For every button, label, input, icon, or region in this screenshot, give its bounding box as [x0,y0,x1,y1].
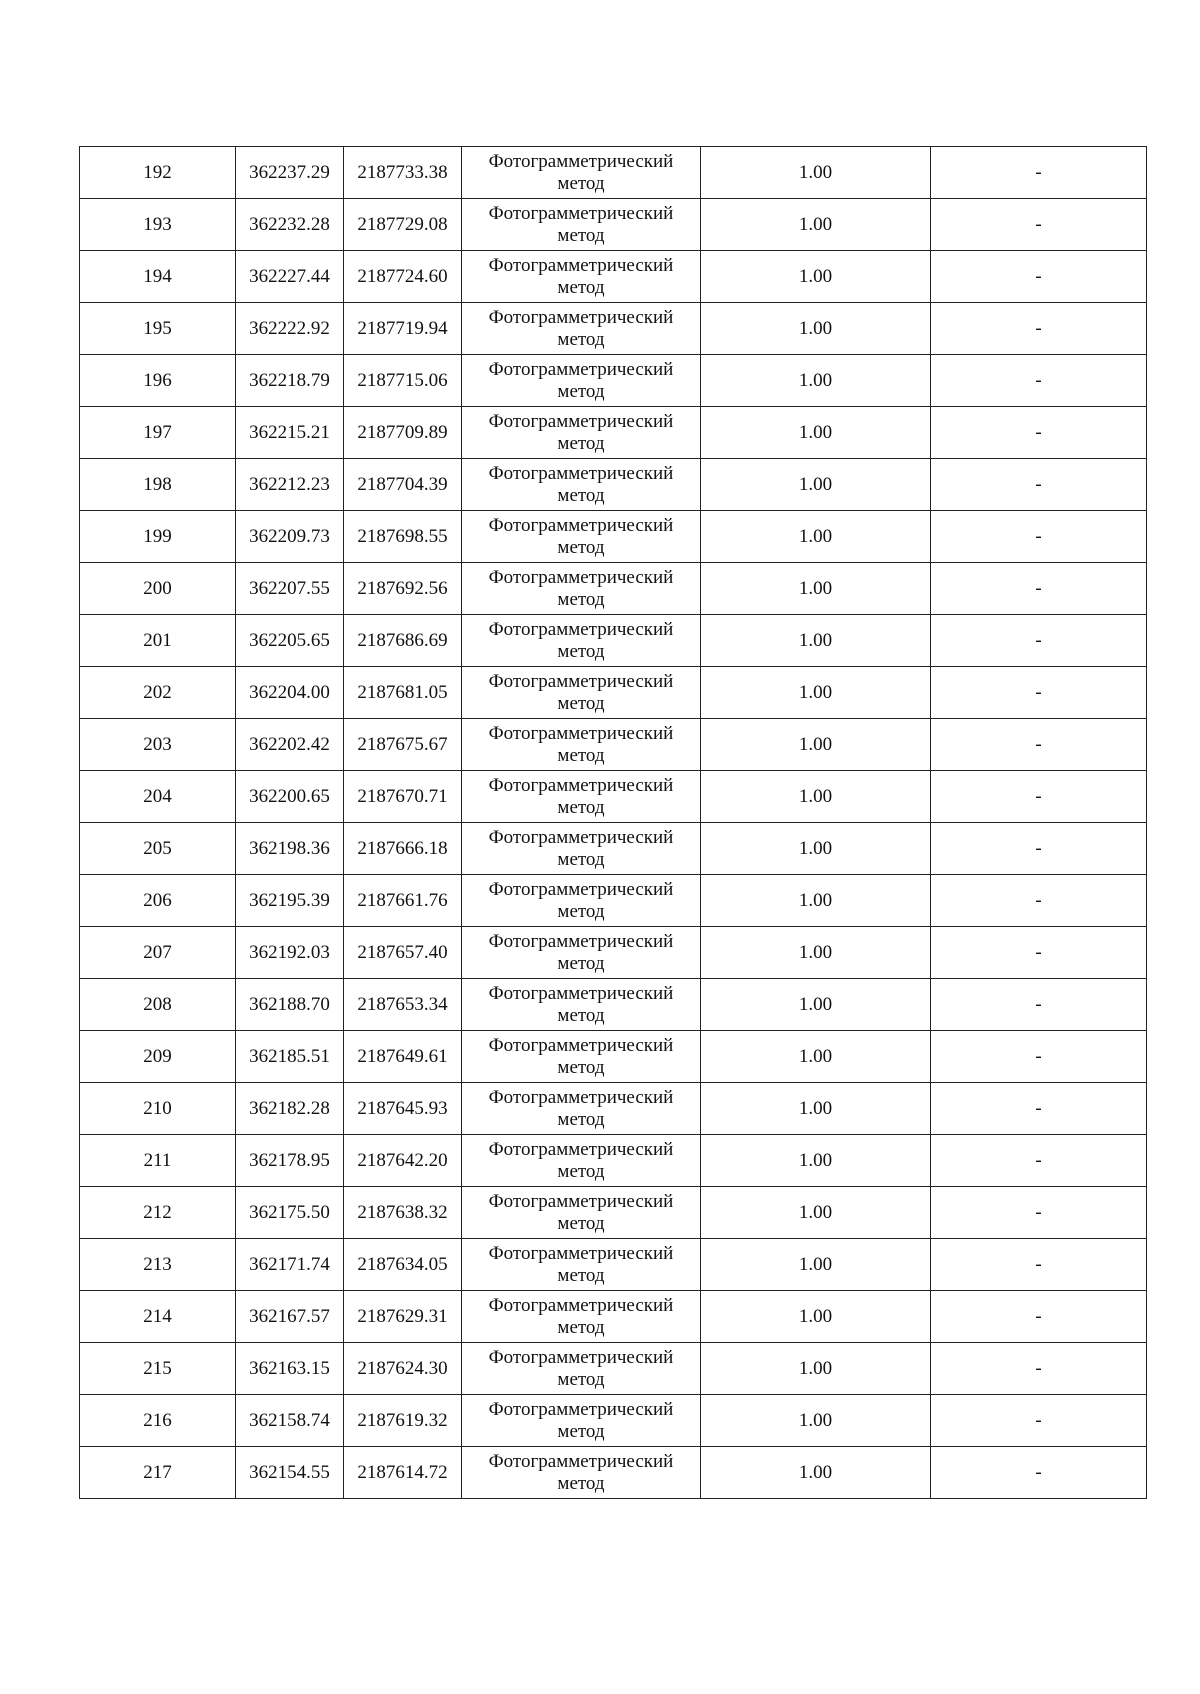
method-line-1: Фотограмметрический [488,930,674,952]
y-coordinate-cell: 2187629.31 [344,1291,462,1343]
note-cell: - [931,355,1147,407]
method-line-2: метод [557,1212,605,1234]
x-coordinate-cell: 362195.39 [236,875,344,927]
point-number-cell: 205 [80,823,236,875]
method-cell [462,927,701,979]
table-row [80,407,1147,459]
table-row [80,875,1147,927]
table-row [80,147,1147,199]
accuracy-cell: 1.00 [701,1031,931,1083]
x-coordinate-cell: 362207.55 [236,563,344,615]
note-cell: - [931,1135,1147,1187]
method-line-1: Фотограмметрический [488,410,674,432]
accuracy-cell: 1.00 [701,667,931,719]
method-line-2: метод [557,1472,605,1494]
accuracy-cell: 1.00 [701,719,931,771]
y-coordinate-cell: 2187614.72 [344,1447,462,1499]
y-coordinate-cell: 2187642.20 [344,1135,462,1187]
accuracy-cell: 1.00 [701,1447,931,1499]
method-cell [462,563,701,615]
method-cell [462,303,701,355]
point-number-cell: 210 [80,1083,236,1135]
x-coordinate-cell: 362205.65 [236,615,344,667]
table-row [80,927,1147,979]
accuracy-cell: 1.00 [701,355,931,407]
method-cell [462,407,701,459]
method-cell [462,1239,701,1291]
method-line-1: Фотограмметрический [488,306,674,328]
method-line-1: Фотограмметрический [488,982,674,1004]
accuracy-cell: 1.00 [701,511,931,563]
method-cell [462,1135,701,1187]
method-line-2: метод [557,1420,605,1442]
accuracy-cell: 1.00 [701,979,931,1031]
x-coordinate-cell: 362175.50 [236,1187,344,1239]
method-cell [462,147,701,199]
point-number-cell: 192 [80,147,236,199]
accuracy-cell: 1.00 [701,199,931,251]
note-cell: - [931,927,1147,979]
y-coordinate-cell: 2187681.05 [344,667,462,719]
method-cell [462,1395,701,1447]
table-row [80,615,1147,667]
accuracy-cell: 1.00 [701,927,931,979]
accuracy-cell: 1.00 [701,563,931,615]
x-coordinate-cell: 362158.74 [236,1395,344,1447]
note-cell: - [931,1187,1147,1239]
note-cell: - [931,1395,1147,1447]
table-row [80,771,1147,823]
accuracy-cell: 1.00 [701,1239,931,1291]
method-cell [462,1447,701,1499]
x-coordinate-cell: 362204.00 [236,667,344,719]
method-line-2: метод [557,848,605,870]
point-number-cell: 217 [80,1447,236,1499]
x-coordinate-cell: 362192.03 [236,927,344,979]
note-cell: - [931,1031,1147,1083]
method-line-1: Фотограмметрический [488,1086,674,1108]
note-cell: - [931,459,1147,511]
x-coordinate-cell: 362163.15 [236,1343,344,1395]
table-row [80,251,1147,303]
y-coordinate-cell: 2187657.40 [344,927,462,979]
method-line-2: метод [557,744,605,766]
method-line-2: метод [557,1264,605,1286]
method-cell [462,355,701,407]
method-line-2: метод [557,432,605,454]
x-coordinate-cell: 362222.92 [236,303,344,355]
x-coordinate-cell: 362200.65 [236,771,344,823]
coordinates-table [79,146,1147,1499]
method-cell [462,979,701,1031]
note-cell: - [931,615,1147,667]
coordinates-table-body [80,147,1147,1499]
method-cell [462,1031,701,1083]
x-coordinate-cell: 362185.51 [236,1031,344,1083]
y-coordinate-cell: 2187649.61 [344,1031,462,1083]
point-number-cell: 197 [80,407,236,459]
table-row [80,1447,1147,1499]
method-cell [462,823,701,875]
table-row [80,979,1147,1031]
accuracy-cell: 1.00 [701,771,931,823]
method-cell [462,719,701,771]
method-line-2: метод [557,1004,605,1026]
table-row [80,459,1147,511]
note-cell: - [931,1447,1147,1499]
y-coordinate-cell: 2187661.76 [344,875,462,927]
y-coordinate-cell: 2187653.34 [344,979,462,1031]
accuracy-cell: 1.00 [701,1083,931,1135]
table-row [80,667,1147,719]
method-line-2: метод [557,1108,605,1130]
method-line-2: метод [557,380,605,402]
method-cell [462,511,701,563]
accuracy-cell: 1.00 [701,823,931,875]
method-line-2: метод [557,536,605,558]
method-line-1: Фотограмметрический [488,1294,674,1316]
table-row [80,199,1147,251]
y-coordinate-cell: 2187675.67 [344,719,462,771]
x-coordinate-cell: 362182.28 [236,1083,344,1135]
method-line-2: метод [557,1368,605,1390]
point-number-cell: 212 [80,1187,236,1239]
y-coordinate-cell: 2187666.18 [344,823,462,875]
method-line-1: Фотограмметрический [488,566,674,588]
method-line-1: Фотограмметрический [488,618,674,640]
method-line-2: метод [557,796,605,818]
y-coordinate-cell: 2187709.89 [344,407,462,459]
note-cell: - [931,875,1147,927]
method-cell [462,667,701,719]
y-coordinate-cell: 2187634.05 [344,1239,462,1291]
y-coordinate-cell: 2187619.32 [344,1395,462,1447]
point-number-cell: 211 [80,1135,236,1187]
method-cell [462,771,701,823]
x-coordinate-cell: 362232.28 [236,199,344,251]
method-line-1: Фотограмметрический [488,1346,674,1368]
point-number-cell: 201 [80,615,236,667]
x-coordinate-cell: 362212.23 [236,459,344,511]
method-line-2: метод [557,1316,605,1338]
x-coordinate-cell: 362188.70 [236,979,344,1031]
table-row [80,1031,1147,1083]
method-cell [462,1083,701,1135]
table-row [80,1083,1147,1135]
point-number-cell: 199 [80,511,236,563]
y-coordinate-cell: 2187724.60 [344,251,462,303]
x-coordinate-cell: 362154.55 [236,1447,344,1499]
point-number-cell: 203 [80,719,236,771]
y-coordinate-cell: 2187704.39 [344,459,462,511]
point-number-cell: 207 [80,927,236,979]
accuracy-cell: 1.00 [701,1135,931,1187]
y-coordinate-cell: 2187733.38 [344,147,462,199]
note-cell: - [931,719,1147,771]
x-coordinate-cell: 362171.74 [236,1239,344,1291]
table-row [80,719,1147,771]
accuracy-cell: 1.00 [701,147,931,199]
y-coordinate-cell: 2187729.08 [344,199,462,251]
method-cell [462,251,701,303]
point-number-cell: 208 [80,979,236,1031]
note-cell: - [931,251,1147,303]
method-line-2: метод [557,692,605,714]
method-cell [462,1187,701,1239]
note-cell: - [931,1083,1147,1135]
point-number-cell: 200 [80,563,236,615]
note-cell: - [931,1343,1147,1395]
point-number-cell: 209 [80,1031,236,1083]
table-row [80,1239,1147,1291]
note-cell: - [931,1239,1147,1291]
y-coordinate-cell: 2187638.32 [344,1187,462,1239]
y-coordinate-cell: 2187719.94 [344,303,462,355]
method-cell [462,1343,701,1395]
method-cell [462,1291,701,1343]
method-line-1: Фотограмметрический [488,202,674,224]
method-line-2: метод [557,1056,605,1078]
point-number-cell: 196 [80,355,236,407]
method-line-2: метод [557,1160,605,1182]
table-row [80,303,1147,355]
method-line-2: метод [557,588,605,610]
method-line-1: Фотограмметрический [488,254,674,276]
method-line-1: Фотограмметрический [488,1034,674,1056]
note-cell: - [931,667,1147,719]
point-number-cell: 195 [80,303,236,355]
note-cell: - [931,511,1147,563]
point-number-cell: 193 [80,199,236,251]
x-coordinate-cell: 362218.79 [236,355,344,407]
table-row [80,1135,1147,1187]
method-line-1: Фотограмметрический [488,878,674,900]
note-cell: - [931,771,1147,823]
method-line-2: метод [557,900,605,922]
point-number-cell: 206 [80,875,236,927]
method-cell [462,615,701,667]
method-line-1: Фотограмметрический [488,1242,674,1264]
method-line-1: Фотограмметрический [488,826,674,848]
x-coordinate-cell: 362178.95 [236,1135,344,1187]
y-coordinate-cell: 2187624.30 [344,1343,462,1395]
accuracy-cell: 1.00 [701,459,931,511]
accuracy-cell: 1.00 [701,251,931,303]
accuracy-cell: 1.00 [701,1291,931,1343]
point-number-cell: 194 [80,251,236,303]
method-line-2: метод [557,640,605,662]
method-cell [462,459,701,511]
accuracy-cell: 1.00 [701,615,931,667]
table-row [80,1291,1147,1343]
x-coordinate-cell: 362215.21 [236,407,344,459]
note-cell: - [931,563,1147,615]
note-cell: - [931,147,1147,199]
method-line-1: Фотограмметрический [488,774,674,796]
note-cell: - [931,199,1147,251]
accuracy-cell: 1.00 [701,303,931,355]
table-row [80,355,1147,407]
note-cell: - [931,407,1147,459]
method-line-1: Фотограмметрический [488,514,674,536]
accuracy-cell: 1.00 [701,407,931,459]
method-line-1: Фотограмметрический [488,1398,674,1420]
note-cell: - [931,979,1147,1031]
note-cell: - [931,303,1147,355]
x-coordinate-cell: 362167.57 [236,1291,344,1343]
note-cell: - [931,823,1147,875]
note-cell: - [931,1291,1147,1343]
method-cell [462,875,701,927]
point-number-cell: 215 [80,1343,236,1395]
point-number-cell: 204 [80,771,236,823]
x-coordinate-cell: 362209.73 [236,511,344,563]
method-line-1: Фотограмметрический [488,670,674,692]
y-coordinate-cell: 2187715.06 [344,355,462,407]
y-coordinate-cell: 2187670.71 [344,771,462,823]
point-number-cell: 198 [80,459,236,511]
method-line-1: Фотограмметрический [488,1138,674,1160]
accuracy-cell: 1.00 [701,875,931,927]
point-number-cell: 216 [80,1395,236,1447]
accuracy-cell: 1.00 [701,1343,931,1395]
accuracy-cell: 1.00 [701,1395,931,1447]
y-coordinate-cell: 2187692.56 [344,563,462,615]
x-coordinate-cell: 362198.36 [236,823,344,875]
method-line-1: Фотограмметрический [488,1190,674,1212]
y-coordinate-cell: 2187686.69 [344,615,462,667]
y-coordinate-cell: 2187645.93 [344,1083,462,1135]
method-line-2: метод [557,224,605,246]
table-row [80,1343,1147,1395]
table-row [80,1395,1147,1447]
method-cell [462,199,701,251]
method-line-1: Фотограмметрический [488,1450,674,1472]
x-coordinate-cell: 362202.42 [236,719,344,771]
method-line-2: метод [557,484,605,506]
method-line-1: Фотограмметрический [488,358,674,380]
method-line-2: метод [557,276,605,298]
y-coordinate-cell: 2187698.55 [344,511,462,563]
point-number-cell: 214 [80,1291,236,1343]
accuracy-cell: 1.00 [701,1187,931,1239]
point-number-cell: 202 [80,667,236,719]
method-line-2: метод [557,172,605,194]
table-row [80,1187,1147,1239]
method-line-2: метод [557,328,605,350]
method-line-1: Фотограмметрический [488,462,674,484]
x-coordinate-cell: 362237.29 [236,147,344,199]
method-line-1: Фотограмметрический [488,150,674,172]
table-row [80,511,1147,563]
table-row [80,823,1147,875]
x-coordinate-cell: 362227.44 [236,251,344,303]
point-number-cell: 213 [80,1239,236,1291]
method-line-2: метод [557,952,605,974]
table-row [80,563,1147,615]
method-line-1: Фотограмметрический [488,722,674,744]
